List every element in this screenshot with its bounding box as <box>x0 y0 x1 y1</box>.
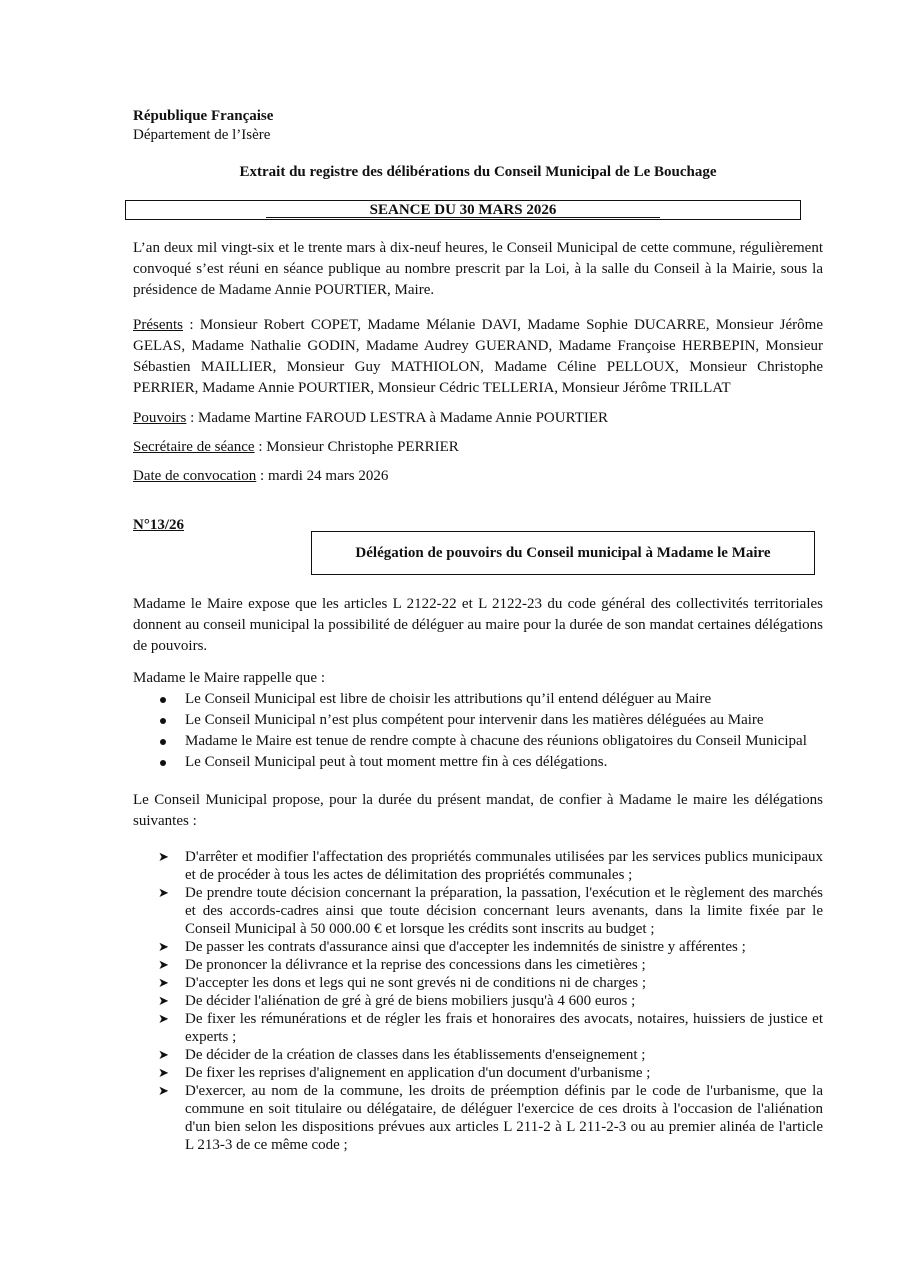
list-item: ➤ D'accepter les dons et legs qui ne sont grevés ni de conditions ni de charges ; <box>158 975 647 991</box>
rappel-section <box>133 668 823 773</box>
list-item: ➤ De passer les contrats d'assurance ainsi que d'accepter les indemnités de sinistre y afférentes ; <box>158 939 746 955</box>
seance-label: SEANCE DU 30 MARS 2026 <box>369 202 557 218</box>
letterhead <box>133 107 273 145</box>
seance-box <box>125 200 801 220</box>
list-item: Le Conseil Municipal est libre de choisir les attributions qu’il entend déléguer au Maire <box>133 689 823 710</box>
arrow-bullet-icon: ➤ <box>158 1011 169 1026</box>
bullet-icon <box>160 718 166 724</box>
arrow-bullet-icon: ➤ <box>158 885 169 900</box>
list-item: Le Conseil Municipal peut à tout moment mettre fin à ces délégations. <box>133 752 823 773</box>
list-item: ➤ De décider l'aliénation de gré à gré de biens mobiliers jusqu'à 4 600 euros ; <box>158 993 636 1009</box>
deliberation-number: N°13/26 <box>133 517 184 533</box>
intro-paragraph: L’an deux mil vingt-six et le trente mars à dix-neuf heures, le Conseil Municipal de cette commune, régulièrement convoqué s’est réuni en séance publique au nombre prescrit par la Loi, à la salle du Conseil à la Mairie, sous la présidence de Madame Annie POURTIER, Maire. <box>133 240 823 298</box>
list-item: ➤ De prononcer la délivrance et la reprise des concessions dans les cimetières ; <box>158 957 646 973</box>
list-item: ➤ De fixer les rémunérations et de régler les frais et honoraires des avocats, notaires, huissiers de justice et experts ; <box>158 1011 823 1045</box>
presents-label: Présents <box>133 317 183 333</box>
convocation-text: : mardi 24 mars 2026 <box>256 468 389 484</box>
deliberation-title: Délégation de pouvoirs du Conseil municipal à Madame le Maire <box>355 544 771 561</box>
list-item: ➤ De décider de la création de classes dans les établissements d'enseignement ; <box>158 1047 646 1063</box>
arrow-bullet-icon: ➤ <box>158 1083 169 1098</box>
arrow-bullet-icon: ➤ <box>158 1047 169 1062</box>
arrow-bullet-icon: ➤ <box>158 957 169 972</box>
bullet-icon <box>160 739 166 745</box>
extract-title: Extrait du registre des délibérations du Conseil Municipal de Le Bouchage <box>239 164 717 180</box>
delegations-section <box>158 848 823 1154</box>
expose-paragraph: Madame le Maire expose que les articles L 2122-22 et L 2122-23 du code général des collectivités territoriales donnent au conseil municipal la possibilité de déléguer au maire pour la durée de son mandat certaines délégations de pouvoirs. <box>133 596 823 654</box>
list-item: ➤ De prendre toute décision concernant la préparation, la passation, l'exécution et le règlement des marchés et des accords-cadres ainsi que toute décision concernant leurs avenants, dans la limite fixée par le Conseil Municipal à 50 000.00 € et lorsque les crédits sont inscrits au budget ; <box>158 885 823 937</box>
list-item: Le Conseil Municipal n’est plus compétent pour intervenir dans les matières déléguées au Maire <box>133 710 823 731</box>
bullet-icon <box>160 697 166 703</box>
presents-list: : Monsieur Robert COPET, Madame Mélanie DAVI, Madame Sophie DUCARRE, Monsieur Jérôme GELAS, Madame Nathalie GODIN, Madame Audrey GUERAND, Madame Françoise HERBEPIN, Monsieur Sébastien MAILLIER, Monsieur Guy MATHIOLON, Madame Céline PELLOUX, Monsieur Christophe PERRIER, Madame Annie POURTIER, Monsieur Cédric TELLERIA, Monsieur Jérôme TRILLAT <box>133 317 823 396</box>
arrow-bullet-icon: ➤ <box>158 975 169 990</box>
convocation-paragraph <box>133 466 823 487</box>
secretaire-label: Secrétaire de séance <box>133 439 255 455</box>
list-item: Madame le Maire est tenue de rendre compte à chacune des réunions obligatoires du Conseil Municipal <box>133 731 823 752</box>
list-item: ➤ De fixer les reprises d'alignement en application d'un document d'urbanisme ; <box>158 1065 651 1081</box>
list-item: ➤ D'arrêter et modifier l'affectation des propriétés communales utilisées par les services publics municipaux et de procéder à tous les actes de délimitation des propriétés communales ; <box>158 849 823 883</box>
pouvoirs-paragraph <box>133 408 823 429</box>
presents-paragraph <box>133 315 823 399</box>
department-label: Département de l’Isère <box>133 127 271 143</box>
deliberation-title-box <box>311 531 815 575</box>
delegations-list <box>158 848 823 1154</box>
rappel-list <box>133 689 823 773</box>
arrow-bullet-icon: ➤ <box>158 1065 169 1080</box>
pouvoirs-label: Pouvoirs <box>133 410 187 426</box>
rappel-intro: Madame le Maire rappelle que : <box>133 670 325 686</box>
arrow-bullet-icon: ➤ <box>158 939 169 954</box>
secretaire-text: : Monsieur Christophe PERRIER <box>254 439 459 455</box>
arrow-bullet-icon: ➤ <box>158 849 169 864</box>
list-item: ➤ D'exercer, au nom de la commune, les droits de préemption définis par le code de l'urbanisme, que la commune en soit titulaire ou délégataire, de déléguer l'exercice de ces droits à l'occasion de l'aliénation d'un bien selon les dispositions prévues aux articles L 211-2 à L 211-2-3 ou au premier alinéa de l'article L 213-3 de ce même code ; <box>158 1083 823 1153</box>
pouvoirs-text: : Madame Martine FAROUD LESTRA à Madame Annie POURTIER <box>186 410 609 426</box>
seance-underline <box>266 217 660 218</box>
convocation-label: Date de convocation <box>133 468 257 484</box>
arrow-bullet-icon: ➤ <box>158 993 169 1008</box>
secretaire-paragraph <box>133 437 823 458</box>
bullet-icon <box>160 760 166 766</box>
republic-label: République Française <box>133 108 274 124</box>
propose-paragraph: Le Conseil Municipal propose, pour la durée du présent mandat, de confier à Madame le maire les délégations suivantes : <box>133 792 823 829</box>
